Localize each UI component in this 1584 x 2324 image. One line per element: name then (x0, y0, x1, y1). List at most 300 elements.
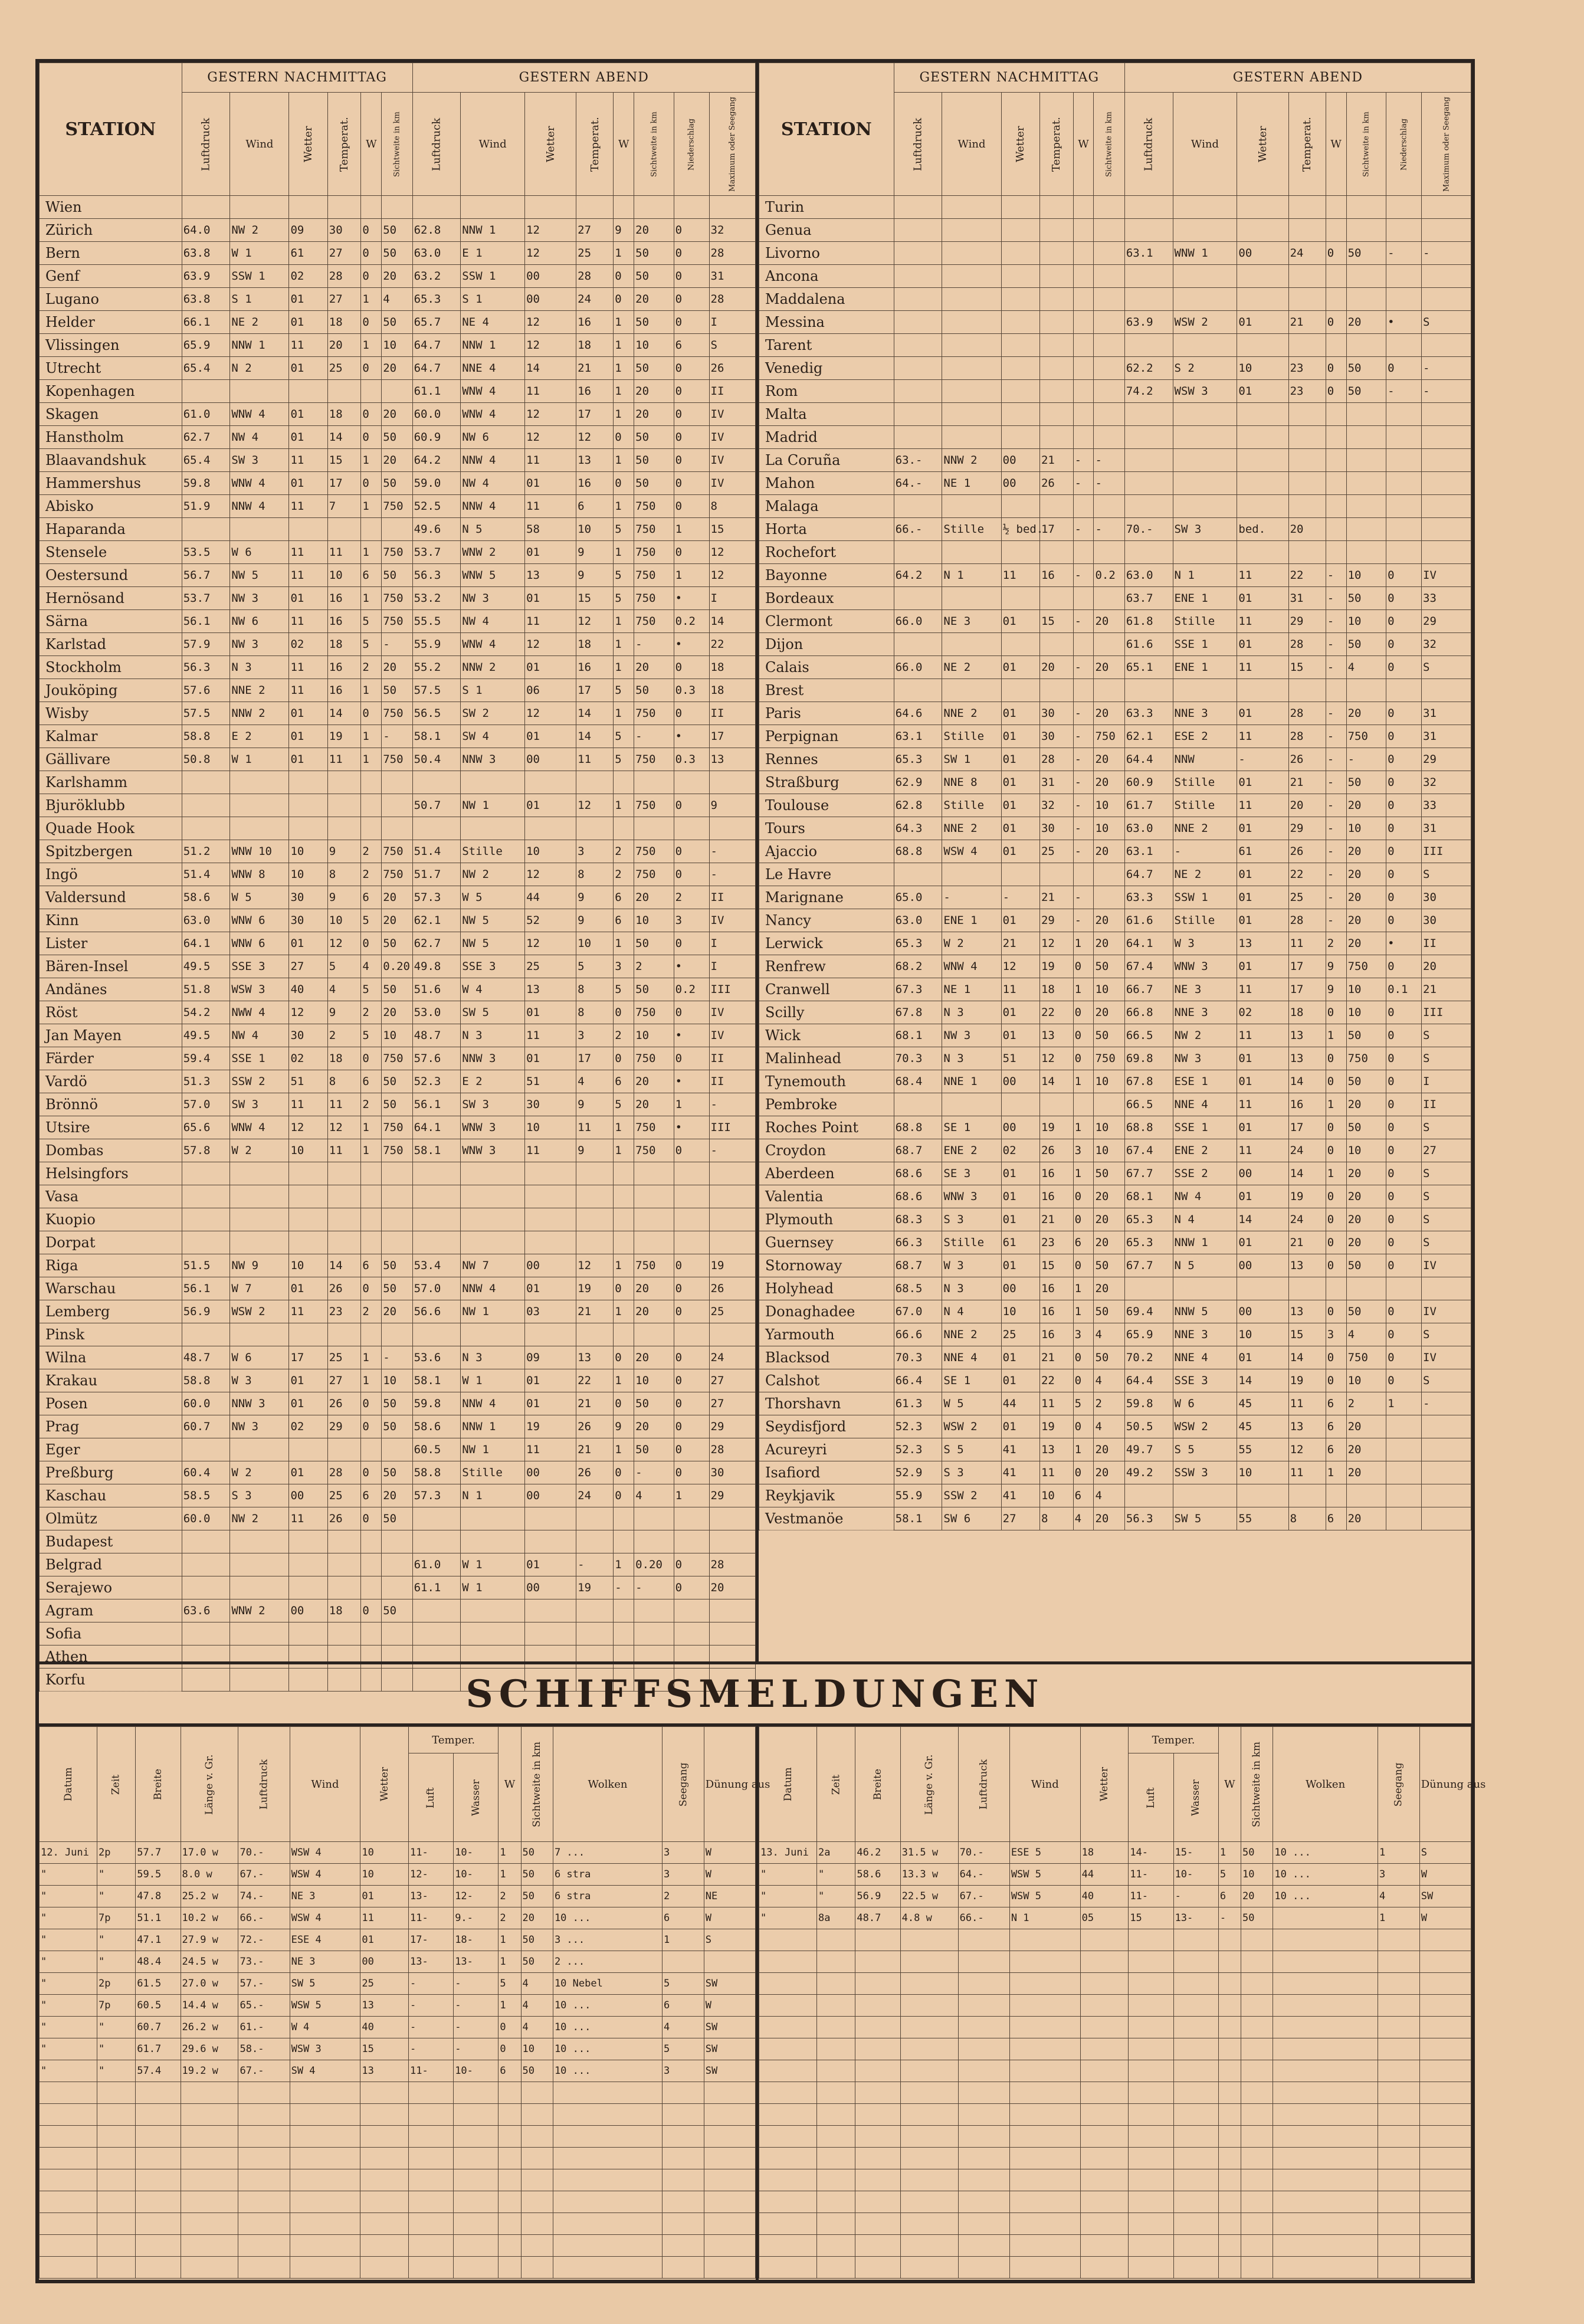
cell: 00 (1237, 1162, 1288, 1185)
cell: 0 (1386, 794, 1422, 817)
cell: 22.5 w (900, 1886, 958, 1907)
cell: S (709, 334, 756, 357)
cell (817, 2169, 855, 2191)
cell (576, 1507, 614, 1530)
cell (1273, 1951, 1378, 1973)
cell (1009, 1929, 1080, 1951)
cell: NE 1 (942, 978, 1001, 1001)
cell: 50 (1346, 1070, 1386, 1093)
cell (817, 1995, 855, 2017)
cell: 01 (289, 357, 327, 380)
cell: - (709, 840, 756, 863)
cell (361, 1530, 382, 1553)
cell (1124, 334, 1173, 357)
ship-row (40, 2148, 756, 2169)
cell: 30 (1039, 702, 1073, 725)
cell: 1 (614, 1139, 634, 1162)
cell: 11 (1001, 564, 1039, 587)
cell: 0 (614, 1484, 634, 1507)
cell (461, 1599, 525, 1622)
cell: 19 (525, 1415, 576, 1438)
cell: 0 (1073, 1185, 1094, 1208)
cell: 0 (1386, 863, 1422, 886)
cell (900, 2082, 958, 2104)
cell (289, 380, 327, 403)
station-row (759, 518, 1471, 541)
cell: 17 (1288, 1116, 1326, 1139)
cell: " (97, 2038, 135, 2060)
cell: 49.5 (182, 1024, 230, 1047)
cell: 63.9 (1124, 311, 1173, 334)
cell (614, 1162, 634, 1185)
ship-col-wasser: Wasser (454, 1753, 499, 1842)
cell: - (1073, 771, 1094, 794)
cell: 1 (361, 725, 382, 748)
cell (553, 2257, 662, 2279)
cell (759, 1951, 817, 1973)
cell: 21 (1288, 771, 1326, 794)
cell: NNE 4 (461, 357, 525, 380)
cell: 0 (361, 1415, 382, 1438)
cell: 1 (614, 932, 634, 955)
cell: 01 (525, 1369, 576, 1392)
cell (1124, 265, 1173, 288)
cell: 09 (525, 1346, 576, 1369)
ship-row (759, 2213, 1471, 2235)
cell: 64.4 (1124, 748, 1173, 771)
cell (634, 1323, 674, 1346)
cell: 67.4 (1124, 1139, 1173, 1162)
cell: 0.20 (634, 1553, 674, 1576)
station-name: Röst (40, 1001, 182, 1024)
station-name: Karlshamm (40, 771, 182, 794)
cell: 69.4 (1124, 1300, 1173, 1323)
cell: 10 (1346, 1001, 1386, 1024)
cell (1288, 495, 1326, 518)
cell (182, 1185, 230, 1208)
cell: 20 (1346, 1438, 1386, 1461)
cell: 3 (663, 2060, 704, 2082)
cell: IV (1422, 1254, 1471, 1277)
cell: 60.9 (1124, 771, 1173, 794)
cell: 00 (360, 1951, 409, 1973)
cell (1378, 2148, 1419, 2169)
cell: 5 (361, 978, 382, 1001)
cell (361, 794, 382, 817)
cell: - (1422, 1392, 1471, 1415)
cell: 66.- (894, 518, 942, 541)
cell: 45 (1237, 1415, 1288, 1438)
cell (1218, 1995, 1241, 2017)
cell: 13 (576, 449, 614, 472)
cell (1039, 196, 1073, 219)
cell (1129, 2169, 1173, 2191)
cell (1094, 288, 1124, 311)
station-name: Lister (40, 932, 182, 955)
ship-col-datum: Datum (40, 1727, 97, 1842)
station-row (759, 472, 1471, 495)
cell: NW 2 (1173, 1024, 1237, 1047)
cell: 0.2 (674, 978, 709, 1001)
cell (1039, 495, 1073, 518)
cell: 0.2 (674, 610, 709, 633)
cell (1273, 2235, 1378, 2257)
cell (97, 2191, 135, 2213)
cell: 50 (1346, 1254, 1386, 1277)
cell (412, 1530, 461, 1553)
cell: SE 3 (942, 1162, 1001, 1185)
cell: IV (709, 426, 756, 449)
station-row (40, 702, 756, 725)
station-name: Straßburg (759, 771, 894, 794)
cell: 20 (1346, 1185, 1386, 1208)
cell: 60.5 (412, 1438, 461, 1461)
cell: 9 (327, 886, 361, 909)
cell: 11 (289, 679, 327, 702)
station-name: Thorshavn (759, 1392, 894, 1415)
cell: 6 (1326, 1392, 1346, 1415)
cell: 5 (614, 587, 634, 610)
cell: 29.6 w (181, 2038, 238, 2060)
cell: " (40, 1929, 97, 1951)
cell: 58.1 (412, 1369, 461, 1392)
cell: • (674, 725, 709, 748)
cell: " (759, 1886, 817, 1907)
cell: 20 (634, 1346, 674, 1369)
cell (412, 1162, 461, 1185)
cell: SW 4 (290, 2060, 360, 2082)
cell: SSE 1 (230, 1047, 289, 1070)
cell: W (704, 1864, 755, 1886)
cell: 68.5 (894, 1277, 942, 1300)
cell: 50 (521, 1886, 553, 1907)
cell (1001, 380, 1039, 403)
station-name: Warschau (40, 1277, 182, 1300)
cell (1326, 541, 1346, 564)
cell: 22 (576, 1369, 614, 1392)
cell: WNW 6 (230, 909, 289, 932)
cell (412, 1599, 461, 1622)
cell (327, 771, 361, 794)
cell: 01 (1001, 1369, 1039, 1392)
station-name: Livorno (759, 242, 894, 265)
cell (942, 242, 1001, 265)
cell: 18 (327, 311, 361, 334)
ships-table-right (759, 1726, 1486, 2279)
cell: 50 (634, 426, 674, 449)
cell: 01 (525, 587, 576, 610)
cell: 11 (525, 449, 576, 472)
cell: 01 (289, 587, 327, 610)
cell: 1 (1326, 1024, 1346, 1047)
cell: 63.0 (1124, 564, 1173, 587)
cell (289, 1438, 327, 1461)
cell: 4 (1346, 656, 1386, 679)
cell (942, 265, 1001, 288)
cell: 17 (1039, 518, 1073, 541)
cell: 2 (674, 886, 709, 909)
cell (855, 2169, 900, 2191)
cell: 01 (1001, 840, 1039, 863)
cell: SW 3 (1173, 518, 1237, 541)
cell (289, 1231, 327, 1254)
cell: 11 (525, 495, 576, 518)
cell: 6 (576, 495, 614, 518)
cell: 0 (1386, 840, 1422, 863)
cell (327, 1208, 361, 1231)
cell (1094, 196, 1124, 219)
cell (1288, 288, 1326, 311)
cell: 10 (289, 840, 327, 863)
cell: WNW 4 (461, 380, 525, 403)
cell: 32 (709, 219, 756, 242)
cell: 58.6 (412, 1415, 461, 1438)
cell: " (759, 1907, 817, 1929)
cell: 26 (1039, 1139, 1073, 1162)
station-name: Helsingfors (40, 1162, 182, 1185)
cell (1378, 1929, 1419, 1951)
cell: N 3 (461, 1024, 525, 1047)
cell: 58.5 (182, 1484, 230, 1507)
station-name: Renfrew (759, 955, 894, 978)
cell: - (454, 2017, 499, 2038)
cell: 0 (674, 1461, 709, 1484)
cell (817, 1973, 855, 1995)
cell: 74.2 (1124, 380, 1173, 403)
cell: 23 (327, 1300, 361, 1323)
cell (1386, 518, 1422, 541)
cell: 11 (576, 1116, 614, 1139)
cell: 10 ... (1273, 1864, 1378, 1886)
cell: 0 (361, 472, 382, 495)
cell: 12 (576, 1254, 614, 1277)
cell (525, 1530, 576, 1553)
cell: 64.6 (894, 702, 942, 725)
cell: 4 (382, 288, 412, 311)
cell: 55.9 (894, 1484, 942, 1507)
cell (894, 541, 942, 564)
cell: 20 (1094, 656, 1124, 679)
cell (1241, 2235, 1273, 2257)
cell: IV (709, 1001, 756, 1024)
cell (1173, 2257, 1218, 2279)
cell (900, 1995, 958, 2017)
cell (361, 1162, 382, 1185)
cell (900, 2235, 958, 2257)
cell: - (1326, 840, 1346, 863)
cell (759, 1995, 817, 2017)
station-row (759, 1369, 1471, 1392)
cell: 9.- (454, 1907, 499, 1929)
station-name: Andänes (40, 978, 182, 1001)
cell: 750 (634, 564, 674, 587)
cell (1346, 334, 1386, 357)
cell (1237, 403, 1288, 426)
cell: 4 (1094, 1484, 1124, 1507)
cell: W 3 (1173, 932, 1237, 955)
cell: 11 (289, 564, 327, 587)
cell (521, 2148, 553, 2169)
cell: 51.3 (182, 1070, 230, 1093)
cell (521, 2126, 553, 2148)
cell: 24.5 w (181, 1951, 238, 1973)
ship-row (759, 2148, 1471, 2169)
cell (412, 1323, 461, 1346)
cell: 58.1 (894, 1507, 942, 1530)
station-row (40, 1599, 756, 1622)
station-name: Pinsk (40, 1323, 182, 1346)
cell (1241, 2213, 1273, 2235)
cell: 01 (525, 656, 576, 679)
cell (1039, 242, 1073, 265)
cell: 0 (1386, 1070, 1422, 1093)
cell: 15 (1039, 610, 1073, 633)
cell: N 4 (942, 1300, 1001, 1323)
station-name: Lugano (40, 288, 182, 311)
cell: 01 (525, 1001, 576, 1024)
cell (1241, 2060, 1273, 2082)
cell (704, 2104, 755, 2126)
cell (553, 2235, 662, 2257)
cell: 64.1 (1124, 932, 1173, 955)
cell: II (709, 702, 756, 725)
station-row (40, 1116, 756, 1139)
cell (759, 2060, 817, 2082)
station-name: Malinhead (759, 1047, 894, 1070)
cell: NW 4 (230, 426, 289, 449)
cell: 1 (361, 1139, 382, 1162)
station-name: Calshot (759, 1369, 894, 1392)
cell (1419, 2169, 1471, 2191)
cell: NW 4 (230, 1024, 289, 1047)
cell: 00 (1237, 1254, 1288, 1277)
cell: 50 (1346, 357, 1386, 380)
cell (230, 1576, 289, 1599)
cell: - (942, 886, 1001, 909)
cell: 01 (525, 472, 576, 495)
station-name: Vestmanöe (759, 1507, 894, 1530)
cell: 0 (674, 1553, 709, 1576)
cell: 20 (1346, 702, 1386, 725)
cell (1218, 2169, 1241, 2191)
cell (525, 196, 576, 219)
cell: - (709, 1139, 756, 1162)
cell: SW 1 (942, 748, 1001, 771)
cell (1009, 2169, 1080, 2191)
cell: 0 (614, 1461, 634, 1484)
cell (634, 1231, 674, 1254)
cell: 01 (360, 1886, 409, 1907)
cell: - (1326, 725, 1346, 748)
cell: 17 (327, 472, 361, 495)
col-niederschlag: Niederschlag (674, 93, 709, 196)
cell: 0 (674, 932, 709, 955)
cell: 0 (1386, 357, 1422, 380)
cell: WNW 2 (230, 1599, 289, 1622)
cell: 50 (1346, 771, 1386, 794)
cell (1129, 1995, 1173, 2017)
cell: N 3 (461, 1346, 525, 1369)
cell (1124, 219, 1173, 242)
cell (1173, 541, 1237, 564)
cell: 53.0 (412, 1001, 461, 1024)
cell (900, 2148, 958, 2169)
cell (759, 1929, 817, 1951)
cell (614, 1208, 634, 1231)
cell (499, 2126, 521, 2148)
cell (1386, 1484, 1422, 1507)
cell (759, 2235, 817, 2257)
cell: 0 (361, 1047, 382, 1070)
cell: - (709, 1093, 756, 1116)
station-name: Aberdeen (759, 1162, 894, 1185)
cell (576, 1162, 614, 1185)
cell: 0 (674, 495, 709, 518)
cell (855, 2082, 900, 2104)
station-name: Riga (40, 1254, 182, 1277)
ship-row (759, 2235, 1471, 2257)
station-row (759, 357, 1471, 380)
cell (182, 771, 230, 794)
cell: 53.4 (412, 1254, 461, 1277)
station-row (40, 932, 756, 955)
cell: 00 (1001, 472, 1039, 495)
station-row (40, 1185, 756, 1208)
cell (894, 380, 942, 403)
cell (1241, 2104, 1273, 2126)
cell: 67.- (958, 1886, 1009, 1907)
cell (1346, 449, 1386, 472)
cell (1080, 1951, 1129, 1973)
cell: 63.0 (182, 909, 230, 932)
cell (759, 2126, 817, 2148)
cell: 0 (674, 472, 709, 495)
cell: 29 (1422, 610, 1471, 633)
cell: 21 (576, 1438, 614, 1461)
cell (289, 1622, 327, 1646)
cell: 0 (1386, 1024, 1422, 1047)
cell (412, 1208, 461, 1231)
cell (1129, 1929, 1173, 1951)
station-row (40, 633, 756, 656)
cell (1094, 886, 1124, 909)
ship-row (40, 1842, 756, 1864)
station-name: Seydisfjord (759, 1415, 894, 1438)
cell (663, 2082, 704, 2104)
cell: S (1422, 311, 1471, 334)
cell: 65.3 (894, 932, 942, 955)
station-name: Rennes (759, 748, 894, 771)
cell: 00 (1237, 1300, 1288, 1323)
cell (663, 2257, 704, 2279)
cell: 0 (1073, 1369, 1094, 1392)
cell (461, 1323, 525, 1346)
station-row (40, 311, 756, 334)
cell: 26.2 w (181, 2017, 238, 2038)
col-wind: Wind (942, 93, 1001, 196)
cell: 9 (327, 840, 361, 863)
cell (525, 1599, 576, 1622)
cell: NNW 1 (1173, 1231, 1237, 1254)
ship-col-duenung: Dünung aus (1419, 1727, 1471, 1842)
cell: 52.3 (412, 1070, 461, 1093)
ship-row (759, 2017, 1471, 2038)
cell: 20 (382, 449, 412, 472)
cell: 0 (1386, 1139, 1422, 1162)
cell: 63.7 (1124, 587, 1173, 610)
cell (942, 633, 1001, 656)
cell (1419, 2191, 1471, 2213)
